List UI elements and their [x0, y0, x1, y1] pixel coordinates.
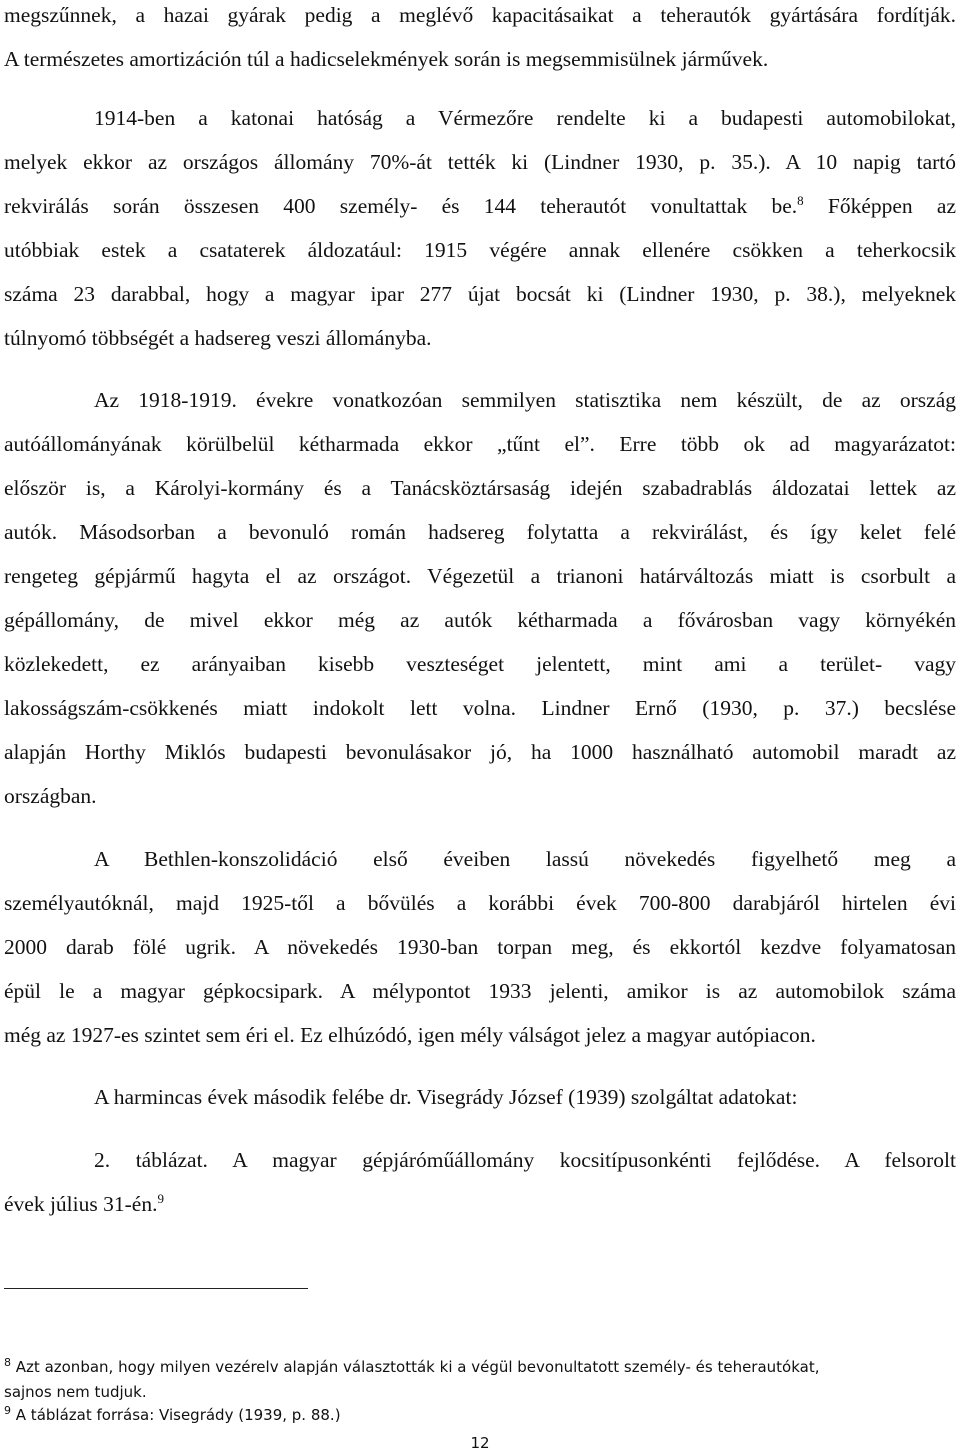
- footnote-reference: 9: [157, 1190, 164, 1206]
- text-line: A természetes amortizáción túl a hadicselekmények során is megsemmisülnek járművek.: [4, 47, 769, 71]
- footnote-mark: 8: [4, 1356, 11, 1369]
- text-line: autóállományának körülbelül kétharmada ekkor „tűnt el”. Erre több ok ad magyarázatot:: [4, 432, 956, 456]
- text-span: Főképpen az: [803, 194, 956, 218]
- text-line: utóbbiak estek a csataterek áldozatául: 1915 végére annak ellenére csökken a teherkocsik: [4, 238, 956, 262]
- footnote-separator: [4, 1288, 308, 1289]
- text-span: rekvirálás során összesen 400 személy- és 144 teherautót vonultattak be.: [4, 194, 798, 218]
- text-line: közlekedett, ez arányaiban kisebb veszteséget jelentett, mint ami a terület- vagy: [4, 652, 956, 676]
- text-line: A Bethlen-konszolidáció első éveiben lassú növekedés figyelhető meg a: [94, 847, 956, 871]
- text-line: száma 23 darabbal, hogy a magyar ipar 277 újat bocsát ki (Lindner 1930, p. 38.), melyeknek: [4, 282, 956, 306]
- text-line: először is, a Károlyi-kormány és a Tanácsköztársaság idején szabadrablás áldozatai lettek az: [4, 476, 956, 500]
- text-line: rengeteg gépjármű hagyta el az országot. Végezetül a trianoni határváltozás miatt is csorbult a: [4, 564, 956, 588]
- text-line: lakosságszám-csökkenés miatt indokolt lett volna. Lindner Ernő (1930, p. 37.) becslése: [4, 696, 956, 720]
- footnote-reference: 8: [797, 192, 804, 208]
- text-line: melyek ekkor az országos állomány 70%-át tették ki (Lindner 1930, p. 35.). A 10 napig tartó: [4, 150, 956, 174]
- text-line: autók. Másodsorban a bevonuló román hadsereg folytatta a rekvirálást, és így kelet felé: [4, 520, 956, 544]
- footnote-8-continued: sajnos nem tudjuk.: [4, 1383, 147, 1401]
- text-line: országban.: [4, 784, 97, 808]
- footnote-text: Azt azonban, hogy milyen vezérelv alapján választották ki a végül bevonultatott személy- és teherautókat,: [15, 1358, 820, 1376]
- text-line: még az 1927-es szintet sem éri el. Ez elhúzódó, igen mély válságot jelez a magyar autópiacon.: [4, 1023, 816, 1047]
- footnote-mark: 9: [4, 1404, 11, 1417]
- footnote-8: [4, 1357, 956, 1377]
- text-line: személyautóknál, majd 1925-től a bővülés a korábbi évek 700-800 darabjáról hirtelen évi: [4, 891, 956, 915]
- text-line: Az 1918-1919. évekre vonatkozóan semmilyen statisztika nem készült, de az ország: [94, 388, 956, 412]
- text-line: túlnyomó többségét a hadsereg veszi állományba.: [4, 326, 432, 350]
- text-line-with-footnote: [4, 193, 956, 219]
- table-caption: 2. táblázat. A magyar gépjáróműállomány kocsitípusonkénti fejlődése. A felsorolt: [94, 1148, 956, 1172]
- text-line: gépállomány, de mivel ekkor még az autók kétharmada a fővárosban vagy környékén: [4, 608, 956, 632]
- footnote-9: [4, 1405, 956, 1425]
- footnote-text: A táblázat forrása: Visegrády (1939, p. 88.): [15, 1406, 341, 1424]
- text-line: 2000 darab fölé ugrik. A növekedés 1930-ban torpan meg, és ekkortól kezdve folyamatosan: [4, 935, 956, 959]
- text-line: 1914-ben a katonai hatóság a Vérmezőre rendelte ki a budapesti automobilokat,: [94, 106, 956, 130]
- table-caption-line: [4, 1191, 956, 1217]
- text-span: évek július 31-én.: [4, 1192, 158, 1216]
- text-line: megszűnnek, a hazai gyárak pedig a meglévő kapacitásaikat a teherautók gyártására fordítják.: [4, 3, 956, 27]
- page-number: 12: [470, 1434, 490, 1452]
- text-line: épül le a magyar gépkocsipark. A mélypontot 1933 jelenti, amikor is az automobilok száma: [4, 979, 956, 1003]
- text-line: A harmincas évek második felébe dr. Visegrády József (1939) szolgáltat adatokat:: [94, 1085, 798, 1109]
- text-line: alapján Horthy Miklós budapesti bevonulásakor jó, ha 1000 használható automobil maradt az: [4, 740, 956, 764]
